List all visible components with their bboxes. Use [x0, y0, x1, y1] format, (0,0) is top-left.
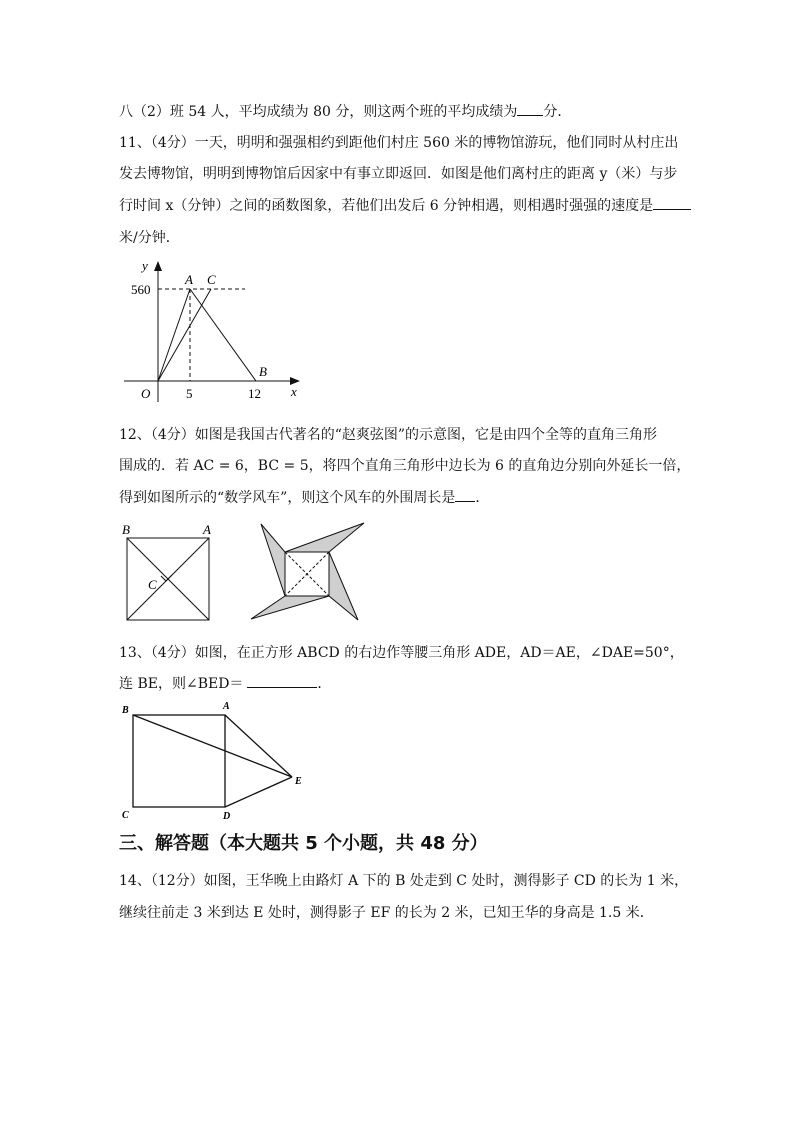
- q12-line-2: 围成的．若 AC = 6，BC = 5，将四个直角三角形中边长为 6 的直角边分别向外延长一倍，: [119, 458, 691, 474]
- ming-back-line: [190, 289, 256, 381]
- label-c: C: [148, 577, 157, 592]
- q12-line-3: [119, 488, 489, 508]
- q12-answer-blank: [455, 501, 475, 502]
- x-tick-5: 5: [186, 386, 193, 401]
- ming-out-line: [158, 289, 190, 381]
- q13-answer-blank: [247, 687, 317, 688]
- q11-line-2: 发去博物馆，明明到博物馆后因家中有事立即返回．如图是他们离村庄的距离 y（米）与步: [119, 166, 678, 182]
- q11-line-3: [119, 196, 691, 216]
- q14-line-2: 继续往前走 3 米到达 E 处时，测得影子 EF 的长为 2 米，已知王华的身高是 1.5 米．: [119, 905, 654, 921]
- x-axis-label: x: [291, 384, 297, 399]
- windmill-blade-top: [285, 523, 364, 552]
- windmill-blade-right: [329, 552, 358, 620]
- x-tick-12: 12: [248, 386, 261, 401]
- q11-line-3-text: 行时间 x（分钟）之间的函数图象，若他们出发后 6 分钟相遇，则相遇时强强的速度是: [119, 198, 654, 214]
- windmill-blade-bottom: [251, 596, 329, 619]
- point-a-label: A: [185, 272, 193, 287]
- q12-windmill-figure: [248, 516, 368, 631]
- q10-tail-suffix: 分．: [543, 104, 572, 120]
- q12-zhao-shuang-figure: [110, 518, 220, 628]
- q11-answer-blank: [653, 209, 691, 210]
- windmill-blade-left: [261, 524, 285, 596]
- q11-line-1: 11、（4分）一天，明明和强强相约到距他们村庄 560 米的博物馆游玩，他们同时从村庄出: [119, 135, 679, 151]
- q13-figure: [114, 698, 314, 823]
- label-a: A: [223, 701, 230, 712]
- square-abcd: [133, 715, 225, 807]
- label-b: B: [122, 705, 129, 716]
- section-3-heading: 三、解答题（本大题共 5 个小题，共 48 分）: [119, 833, 488, 854]
- q10-tail-line: [119, 102, 571, 122]
- label-d: D: [223, 811, 231, 822]
- origin-label: O: [141, 386, 151, 401]
- q13-line-2-suffix: ．: [317, 676, 332, 692]
- q10-tail-prefix: 八（2）班 54 人，平均成绩为 80 分，则这两个班的平均成绩为: [119, 104, 518, 120]
- q13-line-2-prefix: 连 BE，则∠BED＝: [119, 676, 244, 692]
- label-c: C: [122, 810, 129, 821]
- q13-line-2: [119, 674, 331, 694]
- q12-line-3-text: 得到如图所示的“数学风车”，则这个风车的外围周长是: [119, 490, 456, 506]
- qiang-line: [158, 289, 211, 381]
- q12-line-1: 12、（4分）如图是我国古代著名的“赵爽弦图”的示意图，它是由四个全等的直角三角形: [119, 427, 658, 443]
- q10-answer-blank: [517, 115, 543, 116]
- label-a: A: [203, 522, 211, 537]
- q12-line-3-end: ．: [475, 490, 490, 506]
- point-b-label: B: [259, 364, 267, 379]
- seg-de: [225, 777, 292, 807]
- y-axis-label: y: [142, 258, 148, 273]
- q14-line-1: 14、（12分）如图，王华晚上由路灯 A 下的 B 处走到 C 处时，测得影子 CD 的长为 1 米，: [119, 873, 689, 889]
- y-tick-560: 560: [131, 282, 151, 297]
- q13-line-1: 13、（4分）如图，在正方形 ABCD 的右边作等腰三角形 ADE，AD＝AE，∠DAE=50°，: [119, 645, 684, 661]
- label-b: B: [122, 522, 130, 537]
- point-c-label: C: [207, 272, 216, 287]
- label-e: E: [295, 776, 302, 787]
- q11-graph: [110, 252, 310, 407]
- seg-be: [133, 715, 292, 777]
- y-axis-arrow-icon: [154, 261, 162, 271]
- seg-ae: [225, 715, 292, 777]
- windmill-blades: [251, 523, 364, 620]
- q11-line-4: 米/分钟．: [119, 230, 180, 246]
